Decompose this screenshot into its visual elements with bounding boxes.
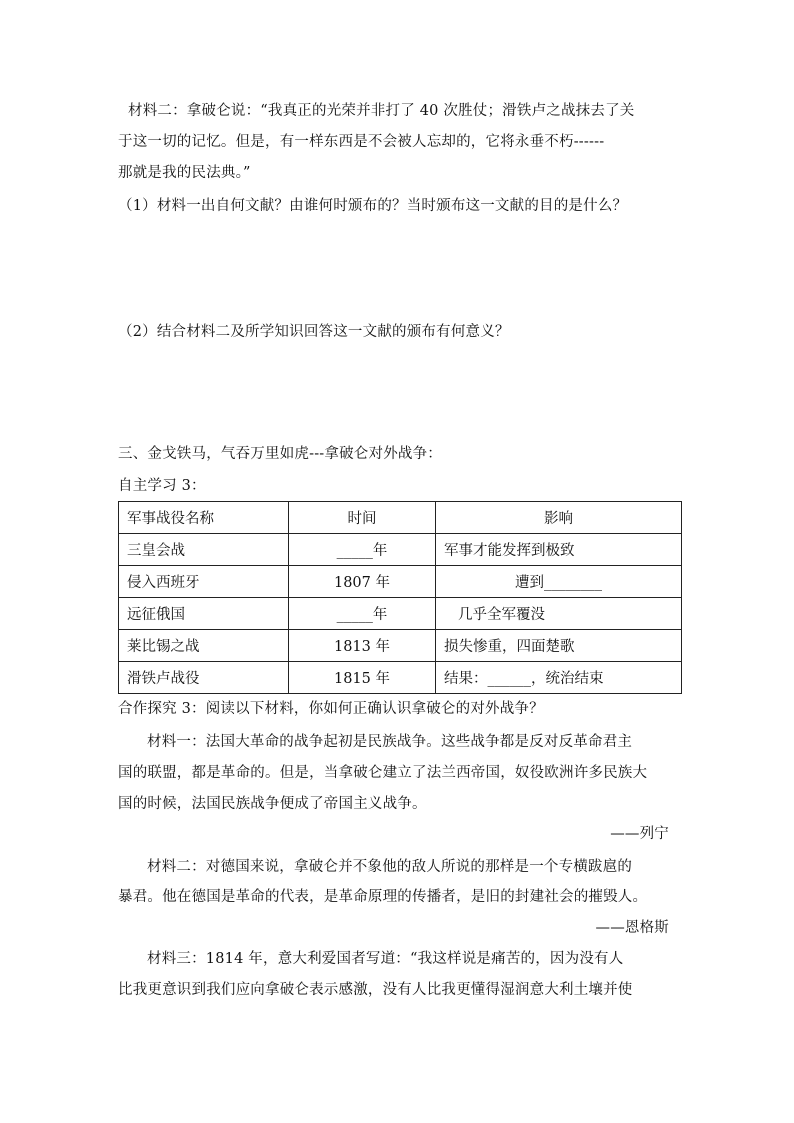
material1-lenin-line1: 材料一：法国大革命的战争起初是民族战争。这些战争都是反对反革命君主 <box>147 734 633 750</box>
material3-patriot-line1: 材料三：1814 年，意大利爱国者写道：“我这样说是痛苦的，因为没有人 <box>147 951 624 967</box>
battle-name-cell: 莱比锡之战 <box>119 630 289 662</box>
material2-napoleon-line2: 于这一切的记忆。但是，有一样东西是不会被人忘却的，它将永垂不朽------ <box>118 134 605 150</box>
header-time: 时间 <box>289 502 436 534</box>
battle-impact-cell: 遭到________ <box>436 566 682 598</box>
material2-napoleon-line3: 那就是我的民法典。” <box>118 165 251 181</box>
battle-time-cell: 1815 年 <box>289 662 436 694</box>
battle-table <box>118 501 682 694</box>
engels-attribution: ——恩格斯 <box>595 920 669 936</box>
battle-name-cell: 三皇会战 <box>119 534 289 566</box>
question-1: （1）材料一出自何文献？由谁何时颁布的？当时颁布这一文献的目的是什么？ <box>118 198 628 214</box>
battle-name-cell: 远征俄国 <box>119 598 289 630</box>
battle-time-cell: _____年 <box>289 598 436 630</box>
table-row <box>119 598 682 630</box>
material2-engels-line1: 材料二：对德国来说，拿破仑并不象他的敌人所说的那样是一个专横跋扈的 <box>147 859 633 875</box>
table-row <box>119 566 682 598</box>
self-study-label: 自主学习 3： <box>118 478 206 494</box>
table-header-row <box>119 502 682 534</box>
lenin-attribution: ——列宁 <box>610 826 669 842</box>
question-2: （2）结合材料二及所学知识回答这一文献的颁布有何意义？ <box>118 324 510 340</box>
material3-patriot-line2: 比我更意识到我们应向拿破仑表示感激，没有人比我更懂得湿润意大利土壤并使 <box>118 982 633 998</box>
battle-name-cell: 侵入西班牙 <box>119 566 289 598</box>
inquiry-3-prompt: 合作探究 3：阅读以下材料，你如何正确认识拿破仑的对外战争？ <box>118 701 544 717</box>
battle-name-cell: 滑铁卢战役 <box>119 662 289 694</box>
material1-lenin-line2: 国的联盟，都是革命的。但是，当拿破仑建立了法兰西帝国，奴役欧洲许多民族大 <box>118 765 648 781</box>
section-3-title: 三、金戈铁马，气吞万里如虎---拿破仑对外战争： <box>118 446 442 462</box>
header-battle-name: 军事战役名称 <box>119 502 289 534</box>
battle-impact-cell: 损失惨重，四面楚歌 <box>436 630 682 662</box>
battle-impact-cell: 军事才能发挥到极致 <box>436 534 682 566</box>
table-row <box>119 534 682 566</box>
battle-impact-cell: 结果：______，统治结束 <box>436 662 682 694</box>
battle-impact-cell: 几乎全军覆没 <box>436 598 682 630</box>
header-impact: 影响 <box>436 502 682 534</box>
material1-lenin-line3: 国的时候，法国民族战争便成了帝国主义战争。 <box>118 796 427 812</box>
battle-time-cell: 1813 年 <box>289 630 436 662</box>
battle-time-cell: _____年 <box>289 534 436 566</box>
table-row <box>119 662 682 694</box>
table-row <box>119 630 682 662</box>
material2-engels-line2: 暴君。他在德国是革命的代表，是革命原理的传播者，是旧的封建社会的摧毁人。 <box>118 889 648 905</box>
battle-time-cell: 1807 年 <box>289 566 436 598</box>
material2-napoleon-line1: 材料二：拿破仑说：“我真正的光荣并非打了 40 次胜仗；滑铁卢之战抹去了关 <box>128 103 635 119</box>
